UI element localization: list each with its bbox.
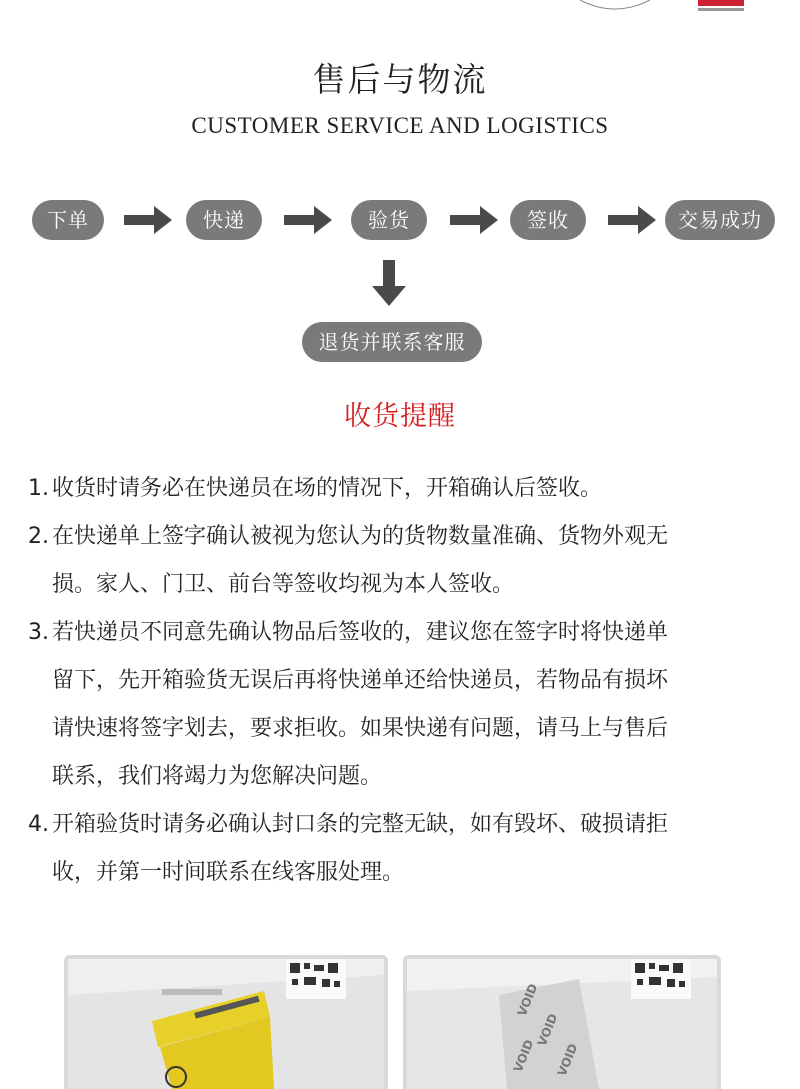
photo-sealed-box bbox=[64, 955, 388, 1089]
arrow-right-icon bbox=[284, 206, 332, 234]
item-line: 留下，先开箱验货无误后再将快递单还给快递员，若物品有损坏 bbox=[52, 668, 669, 693]
void-mark: VOID bbox=[554, 1041, 581, 1079]
top-illustration-fragment bbox=[520, 0, 780, 22]
reminder-item-2 bbox=[28, 513, 780, 609]
step-success: 交易成功 bbox=[665, 200, 775, 240]
item-line: 若快递员不同意先确认物品后签收的，建议您在签字时将快递单 bbox=[52, 620, 669, 645]
reminder-item-3 bbox=[28, 609, 780, 801]
arrow-right-icon bbox=[608, 206, 656, 234]
item-line: 损。家人、门卫、前台等签收均视为本人签收。 bbox=[52, 572, 515, 597]
item-number: 3. bbox=[28, 620, 49, 645]
step-express: 快递 bbox=[186, 200, 262, 240]
reminder-item-4 bbox=[28, 801, 780, 897]
section-subtitle: CUSTOMER SERVICE AND LOGISTICS bbox=[191, 113, 609, 138]
box-illustration bbox=[64, 955, 388, 1089]
void-mark: VOID bbox=[510, 1037, 537, 1075]
step-order: 下单 bbox=[32, 200, 104, 240]
item-line: 收，并第一时间联系在线客服处理。 bbox=[52, 860, 405, 885]
item-number: 4. bbox=[28, 812, 49, 837]
item-number: 2. bbox=[28, 524, 49, 549]
photo-void-tape bbox=[403, 955, 721, 1089]
item-line: 请快速将签字划去，要求拒收。如果快递有问题，请马上与售后 bbox=[52, 716, 669, 741]
step-return: 退货并联系客服 bbox=[302, 322, 482, 362]
step-sign: 签收 bbox=[510, 200, 586, 240]
arrow-right-icon bbox=[450, 206, 498, 234]
reminder-title: 收货提醒 bbox=[344, 401, 456, 432]
step-inspect: 验货 bbox=[351, 200, 427, 240]
box-illustration bbox=[403, 955, 721, 1089]
void-mark: VOID bbox=[534, 1011, 561, 1049]
reminder-item-1 bbox=[28, 465, 780, 513]
item-line: 在快递单上签字确认被视为您认为的货物数量准确、货物外观无 bbox=[52, 524, 669, 549]
void-mark: VOID bbox=[514, 981, 541, 1019]
item-line: 开箱验货时请务必确认封口条的完整无缺，如有毁坏、破损请拒 bbox=[52, 812, 669, 837]
arrow-down-icon bbox=[372, 260, 406, 306]
section-title: 售后与物流 bbox=[312, 60, 488, 99]
item-line: 收货时请务必在快递员在场的情况下，开箱确认后签收。 bbox=[52, 476, 603, 501]
arrow-right-icon bbox=[124, 206, 172, 234]
item-line: 联系，我们将竭力为您解决问题。 bbox=[52, 764, 383, 789]
item-number: 1. bbox=[28, 476, 49, 501]
